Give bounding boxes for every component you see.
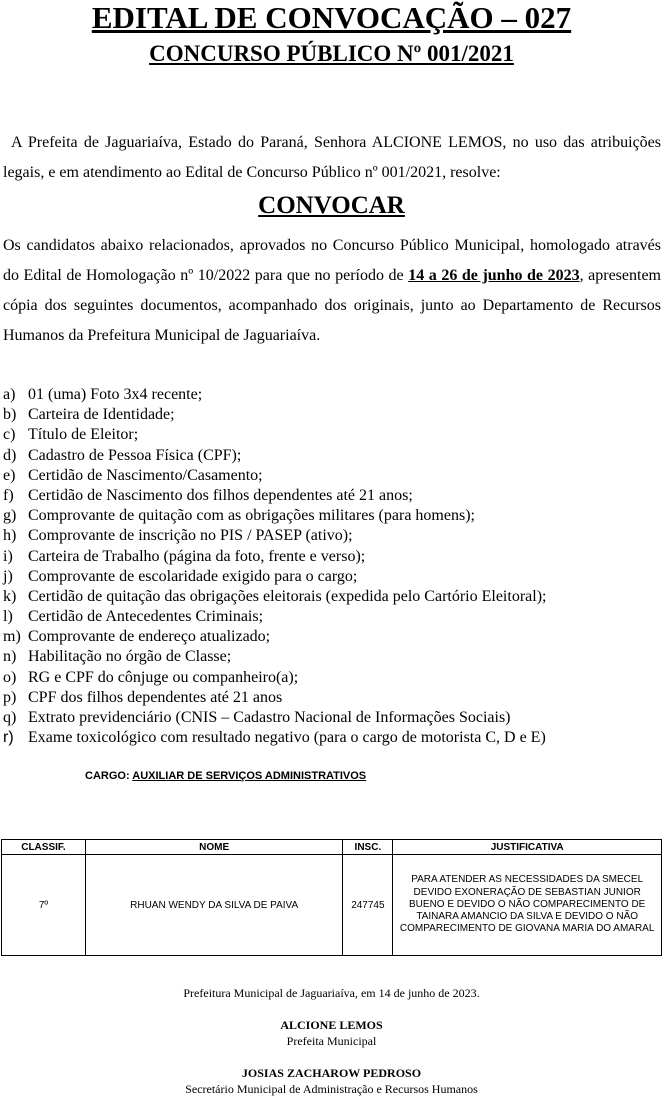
list-item-text: Comprovante de inscrição no PIS / PASEP (ativo);: [28, 527, 353, 545]
list-item-text: Comprovante de endereço atualizado;: [28, 628, 271, 646]
list-item-text: Carteira de Trabalho (página da foto, frente e verso);: [28, 547, 366, 565]
place-date: Prefeitura Municipal de Jaguariaíva, em 14 de junho de 2023.: [183, 986, 480, 1000]
list-item-text: Comprovante de escolaridade exigido para o cargo;: [28, 567, 358, 585]
cell-classif: 7º: [2, 855, 86, 956]
list-item-letter: i): [3, 547, 13, 565]
header-nome: NOME: [85, 840, 343, 855]
list-item-letter: k): [3, 587, 17, 605]
list-item-letter: r): [3, 729, 14, 747]
list-item: [3, 688, 661, 708]
list-item: [3, 446, 661, 466]
intro-text: A Prefeita de Jaguariaíva, Estado do Paraná, Senhora ALCIONE LEMOS, no uso das atribuições legais, e em atendimento ao Edital de Concurso Público nº 001/2021, resolve:: [3, 134, 661, 181]
list-item: [3, 627, 661, 647]
list-item: [3, 668, 661, 688]
list-item-letter: c): [3, 426, 16, 444]
cell-nome: RHUAN WENDY DA SILVA DE PAIVA: [85, 855, 343, 956]
header-justificativa: JUSTIFICATIVA: [393, 840, 662, 855]
table-header-row: [2, 840, 662, 855]
list-item: [3, 587, 661, 607]
list-item-text: Certidão de quitação das obrigações eleitorais (expedida pelo Cartório Eleitoral);: [28, 587, 547, 605]
cargo-label: CARGO:: [85, 770, 130, 782]
list-item-text: 01 (uma) Foto 3x4 recente;: [28, 386, 203, 403]
list-item: [3, 405, 661, 425]
list-item-text: Habilitação no órgão de Classe;: [28, 648, 232, 666]
list-item-text: Certidão de Antecedentes Criminais;: [28, 608, 264, 626]
list-item-text: Certidão de Nascimento/Casamento;: [28, 466, 263, 484]
cell-insc: 247745: [343, 855, 393, 956]
list-item-text: Exame toxicológico com resultado negativo (para o cargo de motorista C, D e E): [28, 729, 546, 747]
list-item-letter: e): [3, 466, 16, 484]
list-item-text: Carteira de Identidade;: [28, 406, 175, 424]
list-item-letter: o): [3, 668, 17, 686]
list-item-letter: a): [3, 386, 16, 403]
signer1-role: Prefeita Municipal: [286, 1034, 377, 1048]
body-paragraph: [3, 231, 661, 351]
documents-list: [3, 385, 661, 748]
list-item-letter: l): [3, 608, 13, 626]
list-item: [3, 647, 661, 667]
list-item-letter: n): [3, 648, 17, 666]
candidates-table: [1, 839, 662, 956]
list-item-letter: j): [3, 567, 13, 585]
list-item: [3, 466, 661, 486]
list-item-text: RG e CPF do cônjuge ou companheiro(a);: [28, 668, 299, 686]
intro-paragraph: [3, 128, 661, 188]
header-insc: INSC.: [343, 840, 393, 855]
signer2-role: Secretário Municipal de Administração e Recursos Humanos: [185, 1082, 478, 1096]
list-item-text: Cadastro de Pessoa Física (CPF);: [28, 446, 242, 464]
list-item: [3, 526, 661, 546]
list-item-letter: p): [3, 688, 17, 706]
period-highlight: 14 a 26 de junho de 2023: [408, 267, 580, 284]
list-item-text: CPF dos filhos dependentes até 21 anos: [28, 688, 283, 706]
list-item: [3, 547, 661, 567]
body-text-part2: , apresentem cópia dos seguintes documentos, acompanhado dos originais, junto ao Departamento de Recursos Humanos da Prefeitura Municipal de Jaguariaíva.: [3, 267, 662, 344]
convocar-heading: CONVOCAR: [258, 192, 405, 219]
document-title: EDITAL DE CONVOCAÇÃO – 027: [91, 0, 572, 35]
cargo-line: [85, 770, 366, 782]
signer1-name: ALCIONE LEMOS: [280, 1018, 383, 1032]
cargo-value: AUXILIAR DE SERVIÇOS ADMINISTRATIVOS: [132, 770, 367, 782]
list-item: [3, 506, 661, 526]
table-row: [2, 855, 662, 956]
list-item-letter: h): [3, 527, 17, 545]
list-item: [3, 486, 661, 506]
list-item-letter: q): [3, 709, 17, 726]
signer2-name: JOSIAS ZACHAROW PEDROSO: [241, 1066, 422, 1080]
list-item: [3, 567, 661, 587]
list-item-letter: d): [3, 446, 17, 464]
document-subtitle: CONCURSO PÚBLICO Nº 001/2021: [149, 41, 514, 66]
body-text-part1: Os candidatos abaixo relacionados, aprovados no Concurso Público Municipal, homologado através do Edital de Homologação nº 10/2022 para que no período de: [3, 237, 661, 284]
list-item-text: Extrato previdenciário (CNIS – Cadastro Nacional de Informações Sociais): [28, 709, 511, 726]
list-item-letter: m): [3, 628, 21, 646]
list-item-letter: f): [3, 486, 14, 504]
cell-justificativa: PARA ATENDER AS NECESSIDADES DA SMECEL DEVIDO EXONERAÇÃO DE SEBASTIAN JUNIOR BUENO E DEVIDO O NÃO COMPARECIMENTO DE TAINARA AMANCIO DA SILVA E DEVIDO O NÃO COMPARECIMENTO DE GIOVANA MARIA DO AMARAL: [393, 855, 662, 956]
list-item: [3, 425, 661, 445]
list-item-letter: g): [3, 507, 17, 525]
list-item: [3, 708, 661, 728]
list-item: [3, 385, 661, 405]
list-item-text: Comprovante de quitação com as obrigações militares (para homens);: [28, 507, 475, 525]
header-classif: CLASSIF.: [2, 840, 86, 855]
list-item-text: Certidão de Nascimento dos filhos dependentes até 21 anos;: [28, 486, 413, 504]
list-item-letter: b): [3, 406, 17, 424]
list-item: [3, 728, 661, 748]
list-item: [3, 607, 661, 627]
list-item-text: Título de Eleitor;: [28, 426, 139, 444]
